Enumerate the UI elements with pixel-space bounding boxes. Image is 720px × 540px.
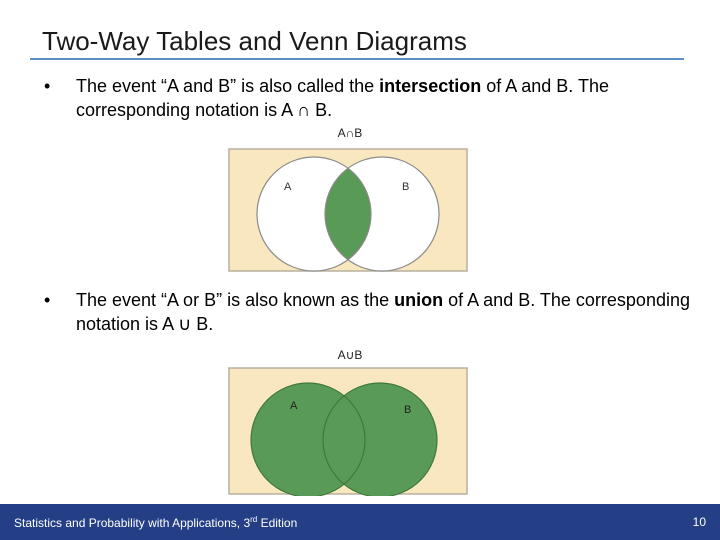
label-a: A	[284, 181, 292, 193]
page-number: 10	[692, 515, 706, 529]
bullet-text-tail: of A and B. The corresponding notation is A ∩ B.	[76, 76, 609, 120]
footer-title-main: Statistics and Probability with Applications, 3	[14, 516, 251, 530]
label-a: A	[290, 400, 298, 412]
venn-caption: A∪B	[337, 348, 363, 362]
label-b: B	[404, 404, 412, 416]
bullet-union	[44, 288, 694, 336]
bullet-text	[76, 288, 694, 336]
label-b: B	[402, 181, 410, 193]
slide-title: Two-Way Tables and Venn Diagrams	[42, 26, 467, 56]
bullet-text-lead: The event “A or B” is also known as the	[76, 290, 395, 310]
bullet-intersection	[44, 74, 694, 122]
footer-title-end: Edition	[257, 516, 298, 530]
bullet-marker: •	[44, 76, 51, 96]
bullet-keyword: intersection	[379, 76, 482, 96]
bullet-text-tail: of A and B. The corresponding notation is A ∪ B.	[76, 290, 690, 334]
bullet-marker: •	[44, 290, 51, 310]
footer-book-title	[14, 515, 297, 530]
venn-caption: A∩B	[337, 126, 363, 140]
venn-union-diagram	[226, 342, 476, 496]
footer-bar	[0, 504, 720, 540]
venn-intersection-diagram	[226, 120, 476, 274]
bullet-text	[76, 74, 694, 122]
bullet-keyword: union	[394, 290, 444, 310]
title-underline	[30, 58, 684, 60]
footer-title-sup: rd	[250, 515, 258, 524]
bullet-text-lead: The event “A and B” is also called the	[76, 76, 380, 96]
